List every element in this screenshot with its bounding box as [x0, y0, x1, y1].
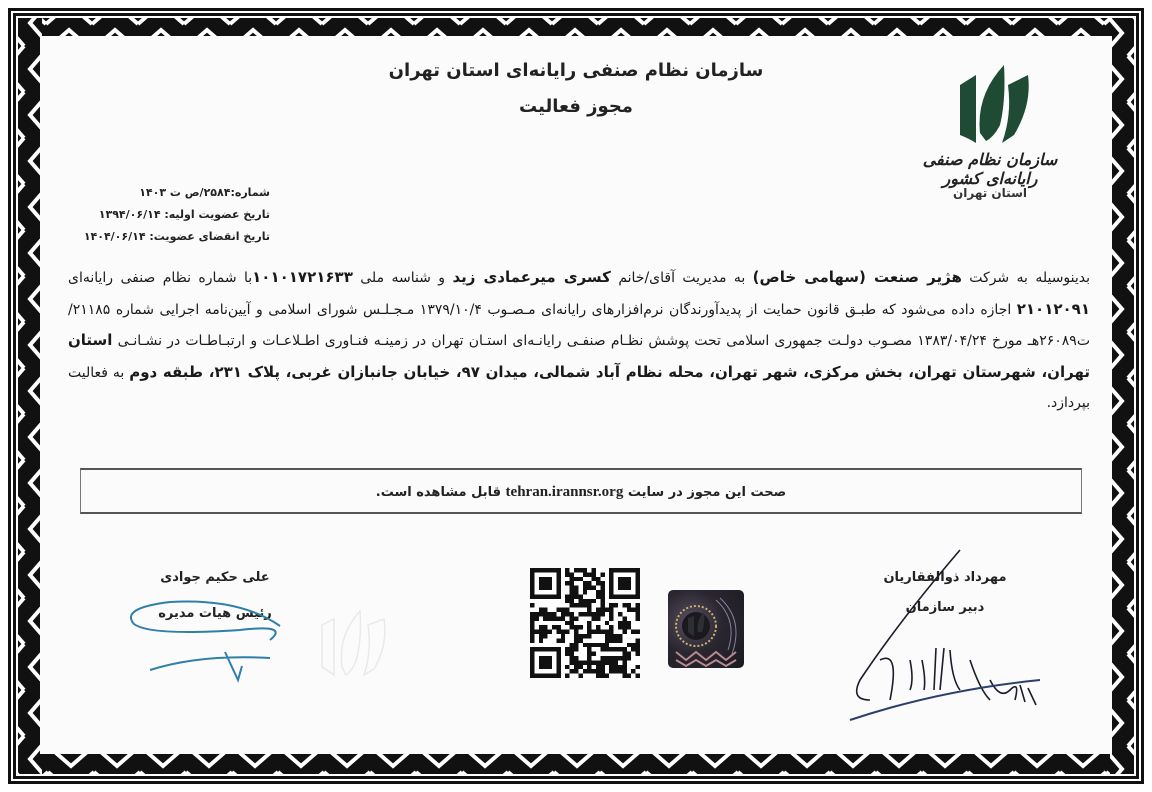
qr-module — [578, 568, 582, 572]
qr-module — [570, 603, 574, 607]
qr-module — [592, 599, 596, 603]
qr-module — [609, 603, 613, 607]
national-id: ۱۰۱۰۱۷۲۱۶۳۳ — [252, 268, 353, 286]
qr-module — [574, 638, 578, 642]
qr-module — [574, 594, 578, 598]
qr-module — [600, 581, 604, 585]
document-title: مجوز فعالیت — [519, 96, 633, 117]
qr-module — [570, 621, 574, 625]
qr-module — [587, 625, 591, 629]
qr-module — [614, 656, 618, 660]
qr-module — [627, 621, 631, 625]
secretary-role: دبیر سازمان — [905, 600, 985, 615]
qr-module — [596, 630, 600, 634]
qr-module — [539, 630, 543, 634]
qr-module — [609, 616, 613, 620]
qr-module — [578, 674, 582, 678]
logo-left-leaf — [960, 75, 976, 143]
qr-module — [609, 669, 613, 673]
qr-module — [570, 616, 574, 620]
qr-module — [605, 643, 609, 647]
hologram-seal-icon — [668, 590, 744, 668]
qr-module — [627, 652, 631, 656]
qr-module — [565, 621, 569, 625]
company-name: هژیر صنعت (سهامی خاص) — [752, 268, 962, 286]
qr-module — [618, 625, 622, 629]
qr-module — [636, 630, 640, 634]
qr-module — [561, 638, 565, 642]
qr-module — [596, 669, 600, 673]
qr-module — [609, 665, 613, 669]
qr-module — [636, 603, 640, 607]
qr-module — [600, 656, 604, 660]
qr-module — [609, 625, 613, 629]
qr-module — [556, 608, 560, 612]
qr-module — [614, 665, 618, 669]
body-text-2: به مدیریت آقای/خانم — [618, 270, 746, 286]
qr-module — [565, 665, 569, 669]
chairman-name: علی حکیم جوادی — [160, 570, 270, 585]
qr-module — [574, 660, 578, 664]
qr-module — [587, 634, 591, 638]
qr-module — [574, 665, 578, 669]
qr-module — [600, 594, 604, 598]
qr-module — [574, 625, 578, 629]
qr-module — [587, 603, 591, 607]
qr-module — [530, 612, 534, 616]
qr-module — [574, 656, 578, 660]
qr-module — [578, 625, 582, 629]
qr-module — [592, 577, 596, 581]
qr-module — [530, 621, 534, 625]
qr-module — [578, 660, 582, 664]
qr-module — [561, 630, 565, 634]
qr-module — [574, 603, 578, 607]
qr-module — [587, 581, 591, 585]
qr-module — [534, 616, 538, 620]
body-text-4: با شماره نظام صنفی رایانه‌ای — [68, 270, 253, 286]
qr-module — [570, 581, 574, 585]
qr-module — [574, 616, 578, 620]
qr-module — [583, 634, 587, 638]
qr-module — [600, 660, 604, 664]
secretary-name: مهرداد ذوالفقاریان — [883, 570, 1007, 585]
qr-module — [539, 638, 543, 642]
qr-module — [627, 625, 631, 629]
qr-module — [552, 616, 556, 620]
qr-module — [592, 616, 596, 620]
qr-module — [596, 674, 600, 678]
qr-module — [583, 581, 587, 585]
qr-module — [605, 608, 609, 612]
qr-module — [583, 599, 587, 603]
qr-module — [587, 660, 591, 664]
qr-module — [561, 608, 565, 612]
qr-module — [539, 612, 543, 616]
verification-notice — [80, 468, 1082, 514]
qr-module — [605, 674, 609, 678]
qr-module — [618, 665, 622, 669]
qr-module — [534, 630, 538, 634]
qr-module — [618, 669, 622, 673]
qr-module — [556, 625, 560, 629]
qr-module — [578, 665, 582, 669]
organization-title: سازمان نظام صنفی رایانه‌ای استان تهران — [388, 60, 764, 81]
qr-module — [574, 568, 578, 572]
qr-module — [636, 638, 640, 642]
qr-module — [587, 599, 591, 603]
qr-module — [618, 634, 622, 638]
qr-module — [561, 616, 565, 620]
qr-module — [570, 625, 574, 629]
qr-module — [570, 656, 574, 660]
qr-module — [596, 643, 600, 647]
qr-module — [627, 603, 631, 607]
qr-module — [587, 612, 591, 616]
qr-module — [587, 621, 591, 625]
body-text-5: اجازه داده می‌شود که طبـق قانون حمایت از پدیدآورندگان نرم‌افزارهای رایانه‌ای مـصـوب ۱۳۷۹/۱۰/۴ مـجـلـس شورای اسلامی و آیین‌نامه اجرایی شماره ۲۱۱۸۵/ت۲۶۰۸۹هـ مورخ ۱۳۸۳/۰۴/۲۴ مصـوب دولـت جمهوری اسلامی تحت پوشش نظـام صنفـی رایانـه‌ای استـان تهران در زمینـه فنـاوری اطـلاعـات و ارتبـاطـات در نشـانـی — [68, 301, 1090, 349]
qr-module — [636, 647, 640, 651]
license-body — [68, 262, 1090, 419]
qr-module — [578, 577, 582, 581]
qr-module — [543, 608, 547, 612]
qr-module — [570, 586, 574, 590]
qr-module — [565, 612, 569, 616]
qr-module — [600, 674, 604, 678]
qr-module — [583, 568, 587, 572]
qr-module — [578, 599, 582, 603]
qr-module — [583, 643, 587, 647]
qr-module — [587, 669, 591, 673]
verification-site-link[interactable]: tehran.irannsr.org — [505, 484, 624, 500]
qr-module — [574, 590, 578, 594]
qr-module — [592, 630, 596, 634]
qr-module — [574, 647, 578, 651]
qr-module — [622, 674, 626, 678]
qr-module — [570, 599, 574, 603]
qr-module — [565, 630, 569, 634]
qr-module — [592, 660, 596, 664]
qr-module — [592, 586, 596, 590]
qr-module — [565, 652, 569, 656]
qr-module — [548, 612, 552, 616]
qr-module — [570, 612, 574, 616]
qr-module — [614, 660, 618, 664]
qr-module — [631, 643, 635, 647]
document-number: شماره:۲۵۸۴/ص ت ۱۴۰۳ — [139, 186, 270, 199]
qr-module — [570, 590, 574, 594]
qr-module — [587, 647, 591, 651]
qr-module — [618, 638, 622, 642]
qr-module — [622, 625, 626, 629]
qr-module — [600, 603, 604, 607]
qr-module — [605, 638, 609, 642]
qr-module — [530, 616, 534, 620]
qr-module — [631, 647, 635, 651]
body-text-6: به فعالیت بپردازد. — [68, 364, 1090, 411]
qr-module — [600, 590, 604, 594]
qr-module — [600, 599, 604, 603]
qr-module — [622, 616, 626, 620]
qr-module — [622, 621, 626, 625]
qr-module — [631, 669, 635, 673]
qr-module — [627, 656, 631, 660]
qr-module — [600, 612, 604, 616]
logo-right-leaf — [1002, 75, 1029, 143]
qr-module — [614, 634, 618, 638]
qr-module — [543, 616, 547, 620]
qr-module — [600, 665, 604, 669]
qr-module — [539, 634, 543, 638]
qr-module — [622, 660, 626, 664]
qr-module — [583, 590, 587, 594]
qr-module — [587, 572, 591, 576]
qr-module — [574, 669, 578, 673]
qr-module — [600, 643, 604, 647]
qr-module — [636, 612, 640, 616]
company-address: استان تهران، شهرستان تهران، بخش مرکزی، شهر تهران، محله نظام آباد شمالی، میدان ۹۷، خیابان جانبازان غربی، پلاک ۲۳۱، طبقه دوم — [68, 331, 1090, 381]
qr-module — [570, 652, 574, 656]
qr-module — [570, 572, 574, 576]
logo-center-leaf — [980, 65, 1005, 141]
qr-module — [592, 612, 596, 616]
qr-module — [565, 608, 569, 612]
qr-module — [578, 603, 582, 607]
qr-module — [627, 674, 631, 678]
qr-module — [596, 590, 600, 594]
qr-module — [583, 612, 587, 616]
qr-module — [592, 652, 596, 656]
qr-module — [583, 572, 587, 576]
qr-module — [556, 630, 560, 634]
qr-module — [570, 660, 574, 664]
qr-module — [622, 630, 626, 634]
qr-module — [583, 586, 587, 590]
qr-module — [574, 586, 578, 590]
qr-module — [609, 612, 613, 616]
qr-module — [592, 669, 596, 673]
qr-module — [570, 647, 574, 651]
qr-module — [530, 630, 534, 634]
qr-module — [530, 638, 534, 642]
chairman-signature-icon — [120, 590, 320, 690]
qr-module — [631, 608, 635, 612]
qr-module — [587, 586, 591, 590]
qr-module — [587, 630, 591, 634]
qr-module — [600, 647, 604, 651]
qr-module — [570, 669, 574, 673]
qr-module — [543, 625, 547, 629]
manager-name: کسری میرعمادی زید — [452, 268, 611, 286]
membership-end-date: تاریخ انقضای عضویت: ۱۴۰۴/۰۶/۱۴ — [83, 230, 270, 243]
qr-module — [570, 594, 574, 598]
qr-module — [596, 577, 600, 581]
qr-module — [543, 612, 547, 616]
qr-module — [578, 634, 582, 638]
qr-module — [609, 634, 613, 638]
qr-module — [609, 660, 613, 664]
qr-module — [605, 647, 609, 651]
qr-module — [587, 665, 591, 669]
qr-module — [534, 612, 538, 616]
qr-module — [578, 612, 582, 616]
qr-module — [609, 608, 613, 612]
qr-module — [622, 652, 626, 656]
qr-module — [556, 638, 560, 642]
qr-module — [578, 594, 582, 598]
qr-module — [574, 643, 578, 647]
qr-module — [600, 572, 604, 576]
qr-module — [609, 638, 613, 642]
qr-module — [592, 643, 596, 647]
qr-module — [543, 634, 547, 638]
qr-module — [596, 660, 600, 664]
body-text-3: و شناسه ملی — [360, 270, 446, 286]
body-text-1: بدینوسیله به شرکت — [969, 270, 1091, 286]
qr-module — [548, 616, 552, 620]
qr-module — [539, 625, 543, 629]
membership-number: ۲۱۰۱۲۰۹۱ — [1016, 299, 1090, 318]
qr-module — [609, 647, 613, 651]
qr-module — [600, 608, 604, 612]
qr-module — [636, 616, 640, 620]
qr-module — [561, 612, 565, 616]
secretary-signature-icon — [840, 540, 1060, 740]
qr-module — [596, 612, 600, 616]
qr-module — [565, 647, 569, 651]
verification-prefix: صحت این مجوز در سایت — [627, 485, 787, 500]
qr-module — [614, 638, 618, 642]
qr-module — [622, 665, 626, 669]
qr-module — [548, 630, 552, 634]
qr-module — [596, 625, 600, 629]
qr-module — [636, 665, 640, 669]
qr-module — [592, 572, 596, 576]
qr-module — [605, 634, 609, 638]
qr-code-icon[interactable] — [530, 566, 640, 680]
qr-module — [574, 630, 578, 634]
qr-module — [583, 660, 587, 664]
qr-module — [631, 630, 635, 634]
qr-module — [605, 621, 609, 625]
qr-module — [596, 665, 600, 669]
qr-module — [600, 669, 604, 673]
qr-module — [592, 568, 596, 572]
logo-name: سازمان نظام صنفی رایانه‌ای کشور — [922, 150, 1058, 188]
watermark-logo-icon — [312, 605, 402, 685]
qr-module — [565, 599, 569, 603]
qr-module — [636, 652, 640, 656]
qr-module — [530, 634, 534, 638]
qr-module — [565, 594, 569, 598]
qr-module — [565, 572, 569, 576]
qr-module — [609, 630, 613, 634]
logo-province: استان تهران — [953, 186, 1027, 200]
qr-module — [565, 674, 569, 678]
qr-module — [618, 621, 622, 625]
qr-module — [587, 608, 591, 612]
verification-suffix: قابل مشاهده است. — [375, 485, 502, 500]
qr-module — [570, 577, 574, 581]
qr-module — [578, 638, 582, 642]
qr-module — [622, 669, 626, 673]
qr-module — [587, 643, 591, 647]
qr-module — [530, 625, 534, 629]
qr-module — [574, 577, 578, 581]
qr-module — [618, 647, 622, 651]
qr-module — [622, 647, 626, 651]
qr-finder — [539, 577, 552, 590]
qr-module — [609, 656, 613, 660]
qr-module — [530, 603, 534, 607]
qr-module — [618, 612, 622, 616]
qr-module — [605, 630, 609, 634]
qr-module — [600, 630, 604, 634]
qr-module — [539, 608, 543, 612]
security-hologram — [668, 590, 744, 668]
qr-module — [565, 568, 569, 572]
qr-module — [596, 594, 600, 598]
chairman-role: رئیس هیات مدیره — [158, 606, 272, 621]
qr-finder — [539, 656, 552, 669]
qr-module — [583, 669, 587, 673]
qr-module — [574, 634, 578, 638]
document-meta — [70, 182, 270, 248]
qr-module — [565, 581, 569, 585]
qr-module — [583, 603, 587, 607]
qr-module — [614, 603, 618, 607]
qr-module — [614, 647, 618, 651]
qr-module — [605, 656, 609, 660]
qr-module — [552, 612, 556, 616]
qr-module — [622, 603, 626, 607]
qr-module — [587, 656, 591, 660]
qr-module — [570, 643, 574, 647]
qr-finder — [618, 577, 631, 590]
qr-module — [561, 634, 565, 638]
qr-module — [618, 656, 622, 660]
qr-module — [543, 630, 547, 634]
membership-start-date: تاریخ عضویت اولیه: ۱۳۹۴/۰۶/۱۴ — [98, 208, 270, 221]
qr-module — [587, 652, 591, 656]
qr-module — [600, 586, 604, 590]
qr-module — [552, 625, 556, 629]
qr-module — [596, 608, 600, 612]
qr-module — [636, 643, 640, 647]
qr-module — [556, 616, 560, 620]
qr-module — [605, 660, 609, 664]
qr-module — [622, 656, 626, 660]
qr-module — [596, 616, 600, 620]
qr-module — [636, 608, 640, 612]
qr-module — [614, 669, 618, 673]
qr-module — [636, 674, 640, 678]
qr-module — [627, 608, 631, 612]
qr-module — [596, 581, 600, 585]
qr-module — [627, 643, 631, 647]
